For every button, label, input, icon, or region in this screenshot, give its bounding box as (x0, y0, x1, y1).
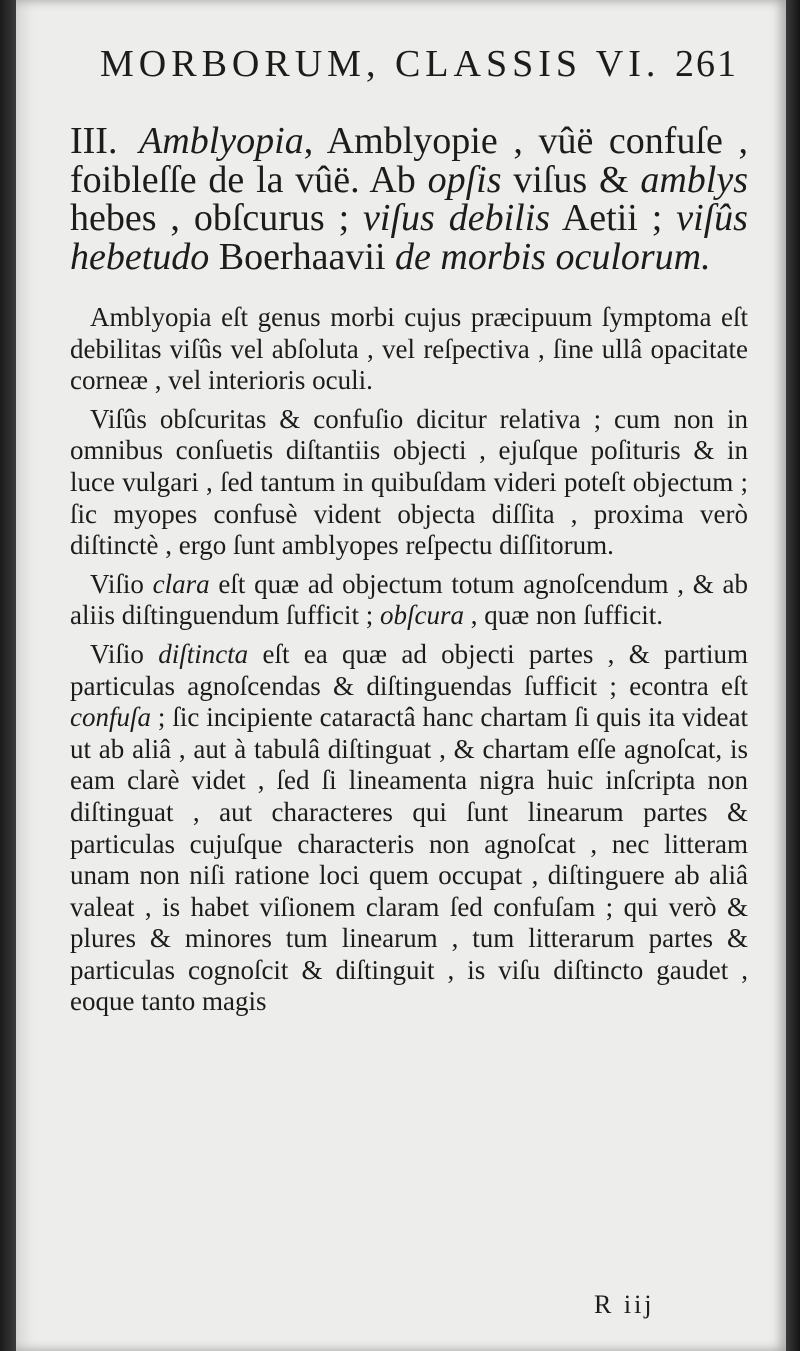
book-gutter-left (0, 0, 16, 1351)
body-paragraph (70, 302, 748, 397)
running-title: MORBORUM, CLASSIS VI. (100, 43, 661, 85)
entry-line-text: Aetii ; (561, 197, 677, 239)
entry-line-italic: morbis oculorum. (440, 235, 711, 278)
entry-line-text: viſus & (501, 158, 629, 201)
entry-line-italic: opſis (427, 158, 502, 201)
paragraph-italic: clara (152, 568, 210, 599)
entry-line-italic: de (395, 235, 431, 278)
entry-line-italic: Amblyopia (139, 120, 304, 162)
paragraph-italic: confuſa (70, 702, 151, 733)
entry-line-text: foibleſſe de la vûë. Ab (70, 158, 428, 201)
paragraph-italic: obſcura (379, 600, 464, 631)
disease-entry-heading (70, 122, 748, 276)
paragraph-text: eſt quæ ad objectum totum agnoſcendum , & ab aliis diſtinguendum ſufficit ; (70, 568, 748, 631)
paragraph-italic: diſtincta (158, 638, 249, 669)
entry-line-text: Boerhaavii (209, 235, 396, 278)
entry-line-text: hebes , obſcurus ; (70, 197, 364, 239)
paragraph-text: Viſio (90, 638, 159, 669)
entry-line (70, 159, 629, 201)
book-edge-right (786, 0, 800, 1351)
body-paragraph (70, 569, 748, 632)
paragraph-text: , quæ non ſufficit. (463, 600, 663, 631)
entry-line-italic: amblys (640, 158, 748, 201)
paragraph-text: Viſûs obſcuritas & confuſio dicitur relativa ; cum non in omnibus conſuetis diſtantiis objecti , ejuſque poſituris & in luce vulgari , ſed tantum in quibuſdam videri poteſt objectum ; ſic myopes confusè vident objecta diſſita , proxima verò diſtinctè , ergo ſunt amblyopes reſpectu diſſitorum. (70, 403, 748, 561)
signature-catchword: R iij (594, 1290, 655, 1319)
entry-line-italic: viſus debilis (363, 197, 551, 239)
running-header (88, 40, 738, 96)
page-number: 261 (675, 43, 738, 85)
paragraph-text: Viſio (90, 568, 153, 599)
book-page (16, 0, 786, 1351)
body-paragraph (70, 639, 748, 1018)
entry-line-text: , Amblyopie , vûë confuſe , (303, 120, 748, 162)
paragraphs (70, 302, 748, 1018)
entry-number: III. (70, 120, 134, 162)
entry-line (139, 120, 748, 162)
page-body (70, 122, 748, 1025)
paragraph-text: eſt ea quæ ad objecti partes , & partium particulas agnoſcendas & diſtinguendas ſufficit ; econtra eſt (70, 638, 748, 701)
paragraph-text: Amblyopia eſt genus morbi cujus præcipuum ſymptoma eſt debilitas viſûs vel abſoluta , vel reſpectiva , ſine ullâ opacitate corneæ , vel interioris oculi. (70, 302, 748, 396)
body-paragraph (70, 404, 748, 562)
paragraph-text: ; ſic incipiente cataractâ hanc chartam ſi quis ita videat ut ab aliâ , aut à tabulâ diſtinguat , & chartam eſſe agnoſcat, is eam clarè videt , ſed ſi lineamenta nigra huic inſcripta non diſtinguat , aut characteres qui ſunt linearum partes & particulas cujuſque characteris non agnoſcat , nec litteram unam non niſi ratione loci quem occupat , diſtinguere ab aliâ valeat , is habet viſionem claram ſed confuſam ; qui verò & plures & minores tum linearum , tum litterarum partes & particulas cognoſcit & diſtinguit , is viſu diſtincto gaudet , eoque tanto magis (70, 702, 748, 1017)
entry-line-italic: viſûs hebetudo (70, 197, 748, 278)
entry-line (440, 236, 710, 278)
